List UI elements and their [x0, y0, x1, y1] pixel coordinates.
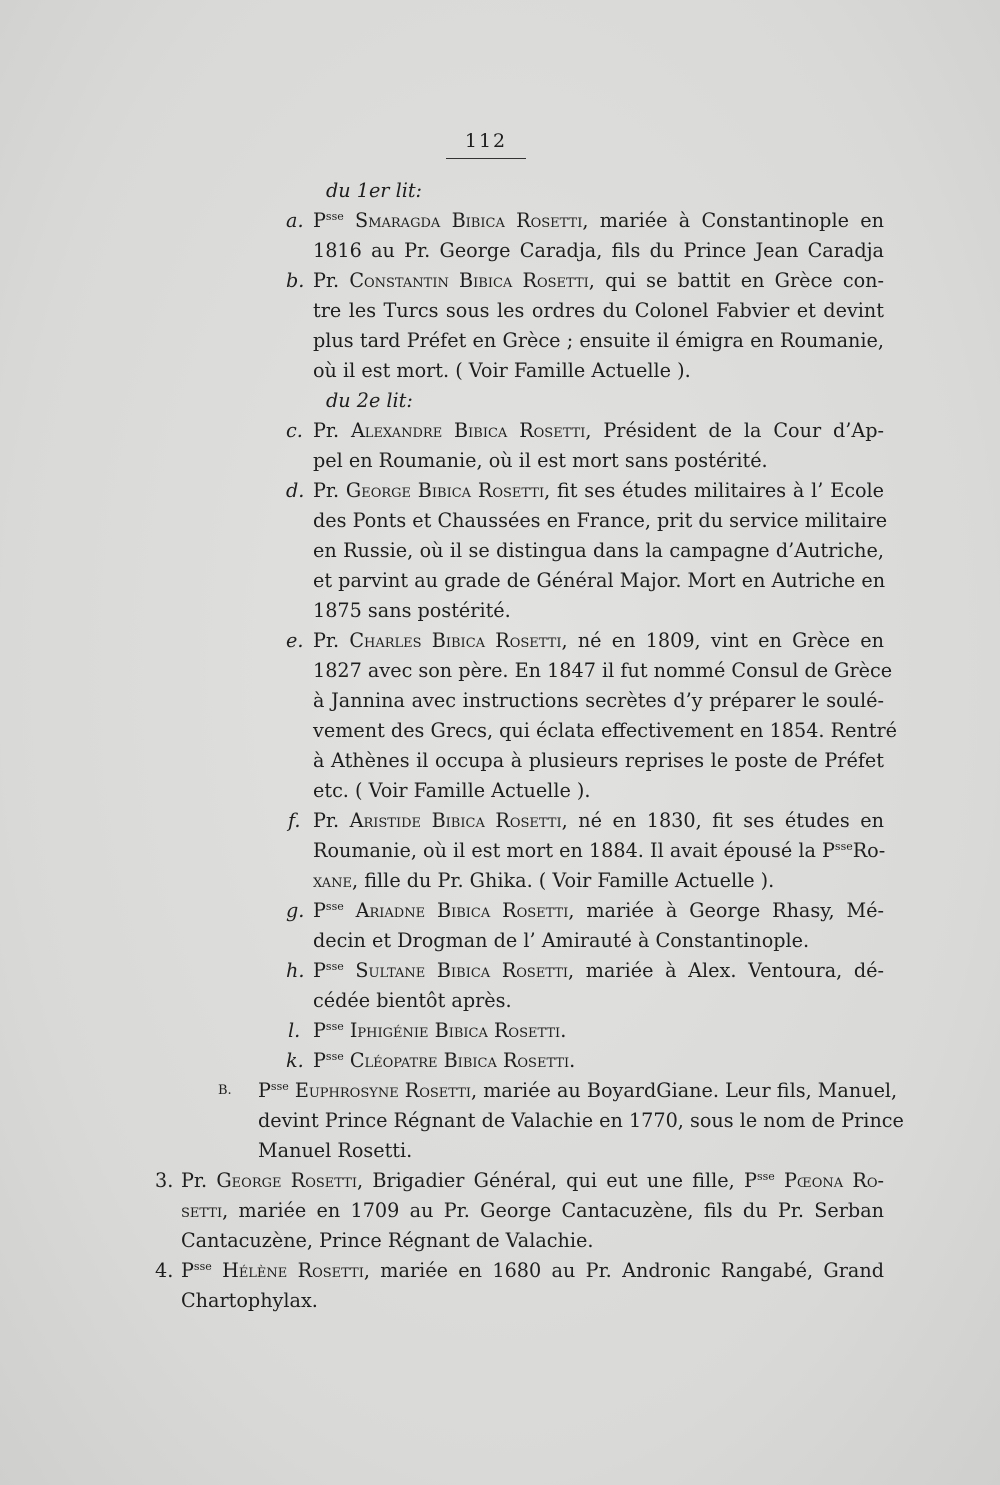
- person-name: Ro-: [852, 839, 886, 862]
- person-name: Pœona Ro-: [784, 1169, 884, 1192]
- entry-text: , qui se battit en Grèce con-: [588, 269, 884, 292]
- entry-e-line-5: [0, 746, 1000, 776]
- entry-text: , fille du Pr. Ghika. ( Voir Famille Actuelle ).: [352, 869, 775, 892]
- person-name: xane: [313, 869, 353, 892]
- entry-text: etc. ( Voir Famille Actuelle ).: [313, 779, 591, 802]
- entry-e-text: [313, 626, 884, 656]
- person-name: Iphigénie Bibica Rosetti.: [349, 1019, 567, 1042]
- entry-g-marker: g.: [286, 899, 305, 922]
- title-sup: sse: [325, 960, 344, 973]
- entry-B-line-2: [0, 1106, 1000, 1136]
- entry-h-text: [313, 956, 884, 986]
- entry-h-line-1: [0, 956, 1000, 986]
- genealogy-text: [0, 176, 1000, 1316]
- entry-text: cédée bientôt après.: [313, 989, 512, 1012]
- entry-b-line-4: [0, 356, 1000, 386]
- title-sup: sse: [756, 1170, 775, 1183]
- person-name: Charles Bibica Rosetti: [349, 629, 562, 652]
- entry-text: , mariée en 1680 au Pr. Andronic Rangabé, Grand: [363, 1259, 884, 1282]
- title-sup: sse: [325, 1050, 344, 1063]
- page-number-rule: [446, 158, 526, 159]
- entry-d-line-3: [0, 536, 1000, 566]
- entry-text: des Ponts et Chaussées en France, prit du service militaire: [313, 509, 888, 532]
- title: P: [258, 1079, 271, 1102]
- entry-h-marker: h.: [286, 959, 305, 982]
- entry-text: , mariée à George Rhasy, Mé-: [568, 899, 884, 922]
- title-sup: sse: [834, 840, 853, 853]
- entry-text: , Brigadier Général, qui eut une fille, P: [356, 1169, 757, 1192]
- entry-d-line-1: [0, 476, 1000, 506]
- entry-text: Chartophylax.: [181, 1289, 318, 1312]
- entry-h-line-2: [0, 986, 1000, 1016]
- entry-text: tre les Turcs sous les ordres du Colonel Fabvier et devint: [313, 299, 884, 322]
- entry-text: , mariée à Alex. Ventoura, dé-: [568, 959, 884, 982]
- entry-k-marker: k.: [286, 1049, 304, 1072]
- person-name: George Rosetti: [216, 1169, 357, 1192]
- entry-b-text: [313, 266, 884, 296]
- person-name: Alexandre Bibica Rosetti: [350, 419, 586, 442]
- entry-e-line-4: [0, 716, 1000, 746]
- entry-4-line-2: [0, 1286, 1000, 1316]
- entry-d-line-5: [0, 596, 1000, 626]
- subheading-second-bed: du 2e lit:: [326, 389, 413, 412]
- entry-l-text: [313, 1016, 884, 1046]
- entry-b-marker: b.: [286, 269, 305, 292]
- entry-text: 1827 avec son père. En 1847 il fut nommé Consul de Grèce: [313, 659, 893, 682]
- page-number: 112: [464, 130, 508, 152]
- entry-a-line-2: [0, 236, 1000, 266]
- entry-f-text: [313, 806, 884, 836]
- entry-B-line-1: [0, 1076, 1000, 1106]
- title: P: [313, 1049, 326, 1072]
- entry-e-line-1: [0, 626, 1000, 656]
- title-sup: sse: [325, 1020, 344, 1033]
- person-name: George Bibica Rosetti: [345, 479, 545, 502]
- title: Pr.: [313, 419, 351, 442]
- title: P: [313, 899, 326, 922]
- entry-e-line-3: [0, 686, 1000, 716]
- title: P: [181, 1259, 194, 1282]
- entry-f-marker: f.: [288, 809, 301, 832]
- entry-c-line-2: [0, 446, 1000, 476]
- person-name: Cléopatre Bibica Rosetti.: [349, 1049, 576, 1072]
- entry-e-marker: e.: [286, 629, 304, 652]
- person-name: Smaragda Bibica Rosetti: [355, 209, 583, 232]
- entry-d-line-4: [0, 566, 1000, 596]
- title-sup: sse: [193, 1260, 212, 1273]
- entry-text: , Président de la Cour d’Ap-: [585, 419, 885, 442]
- title: Pr.: [313, 269, 350, 292]
- entry-a-text: [313, 206, 884, 236]
- entry-g-text: [313, 896, 884, 926]
- subheading-line: [0, 386, 1000, 416]
- person-name: setti: [181, 1199, 223, 1222]
- title-sup: sse: [325, 210, 344, 223]
- person-name: Sultane Bibica Rosetti: [355, 959, 569, 982]
- person-name: Constantin Bibica Rosetti: [349, 269, 589, 292]
- entry-text: , né en 1809, vint en Grèce en: [561, 629, 884, 652]
- entry-3-marker: 3.: [155, 1169, 174, 1192]
- entry-3-line-1: [0, 1166, 1000, 1196]
- entry-k-text: [313, 1046, 884, 1076]
- entry-text: plus tard Préfet en Grèce ; ensuite il émigra en Roumanie,: [313, 329, 884, 352]
- title: P: [313, 1019, 326, 1042]
- title: Pr.: [313, 809, 350, 832]
- entry-l-line-1: [0, 1016, 1000, 1046]
- entry-f-line-1: [0, 806, 1000, 836]
- entry-f-text-2: [313, 836, 884, 866]
- entry-g-line-2: [0, 926, 1000, 956]
- title: Pr.: [313, 629, 350, 652]
- entry-4-marker: 4.: [155, 1259, 174, 1282]
- entry-text: , né en 1830, fit ses études en: [561, 809, 885, 832]
- entry-text: où il est mort. ( Voir Famille Actuelle ).: [313, 359, 691, 382]
- title: P: [313, 959, 326, 982]
- entry-text: , mariée à Constantinople en: [582, 209, 884, 232]
- entry-text: , mariée en 1709 au Pr. George Cantacuzène, fils du Pr. Serban: [222, 1199, 884, 1222]
- person-name: Euphrosyne Rosetti: [294, 1079, 472, 1102]
- entry-3-line-2: [0, 1196, 1000, 1226]
- person-name: Ariadne Bibica Rosetti: [355, 899, 569, 922]
- entry-text: et parvint au grade de Général Major. Mort en Autriche en: [313, 569, 886, 592]
- entry-c-text: [313, 416, 884, 446]
- entry-text: vement des Grecs, qui éclata effectivement en 1854. Rentré: [313, 719, 898, 742]
- entry-a-line-1: [0, 206, 1000, 236]
- entry-f-text-3: [313, 866, 884, 896]
- entry-f-line-3: [0, 866, 1000, 896]
- entry-d-text: [313, 476, 884, 506]
- title-sup: sse: [270, 1080, 289, 1093]
- title: Pr.: [313, 479, 346, 502]
- entry-text: en Russie, où il se distingua dans la campagne d’Autriche,: [313, 539, 884, 562]
- entry-k-line-1: [0, 1046, 1000, 1076]
- entry-3-line-3: [0, 1226, 1000, 1256]
- entry-text: Manuel Rosetti.: [258, 1139, 413, 1162]
- subheading-line: [0, 176, 1000, 206]
- entry-l-marker: l.: [288, 1019, 301, 1042]
- title: Pr.: [181, 1169, 217, 1192]
- entry-f-line-2: [0, 836, 1000, 866]
- entry-text: decin et Drogman de l’ Amirauté à Constantinople.: [313, 929, 810, 952]
- entry-d-line-2: [0, 506, 1000, 536]
- entry-b-line-1: [0, 266, 1000, 296]
- entry-B-line-3: [0, 1136, 1000, 1166]
- title: P: [313, 209, 326, 232]
- entry-g-line-1: [0, 896, 1000, 926]
- entry-b-line-2: [0, 296, 1000, 326]
- entry-text: , fit ses études militaires à l’ Ecole: [544, 479, 884, 502]
- entry-3-text: [181, 1166, 884, 1196]
- entry-text: à Athènes il occupa à plusieurs reprises le poste de Préfet: [313, 749, 884, 772]
- entry-text: à Jannina avec instructions secrètes d’y préparer le soulé-: [313, 689, 884, 712]
- entry-text: pel en Roumanie, où il est mort sans postérité.: [313, 449, 768, 472]
- entry-c-marker: c.: [286, 419, 303, 442]
- entry-text: 1875 sans postérité.: [313, 599, 511, 622]
- entry-a-marker: a.: [286, 209, 304, 232]
- entry-text: , mariée au BoyardGiane. Leur fils, Manuel,: [471, 1079, 898, 1102]
- entry-3-text-2: [181, 1196, 884, 1226]
- entry-e-line-6: [0, 776, 1000, 806]
- entry-B-marker: B.: [218, 1083, 232, 1098]
- entry-text: Cantacuzène, Prince Régnant de Valachie.: [181, 1229, 594, 1252]
- entry-text: 1816 au Pr. George Caradja, fils du Prince Jean Caradja: [313, 239, 884, 262]
- entry-b-line-3: [0, 326, 1000, 356]
- entry-text: Roumanie, où il est mort en 1884. Il avait épousé la P: [313, 839, 835, 862]
- title-sup: sse: [325, 900, 344, 913]
- entry-e-line-2: [0, 656, 1000, 686]
- entry-B-text: [258, 1076, 898, 1106]
- entry-text: devint Prince Régnant de Valachie en 1770, sous le nom de Prince: [258, 1109, 904, 1132]
- person-name: Hélène Rosetti: [211, 1259, 364, 1282]
- entry-4-text: [181, 1256, 884, 1286]
- person-name: Aristide Bibica Rosetti: [349, 809, 562, 832]
- subheading-first-bed: du 1er lit:: [326, 179, 423, 202]
- entry-c-line-1: [0, 416, 1000, 446]
- entry-d-marker: d.: [286, 479, 305, 502]
- entry-4-line-1: [0, 1256, 1000, 1286]
